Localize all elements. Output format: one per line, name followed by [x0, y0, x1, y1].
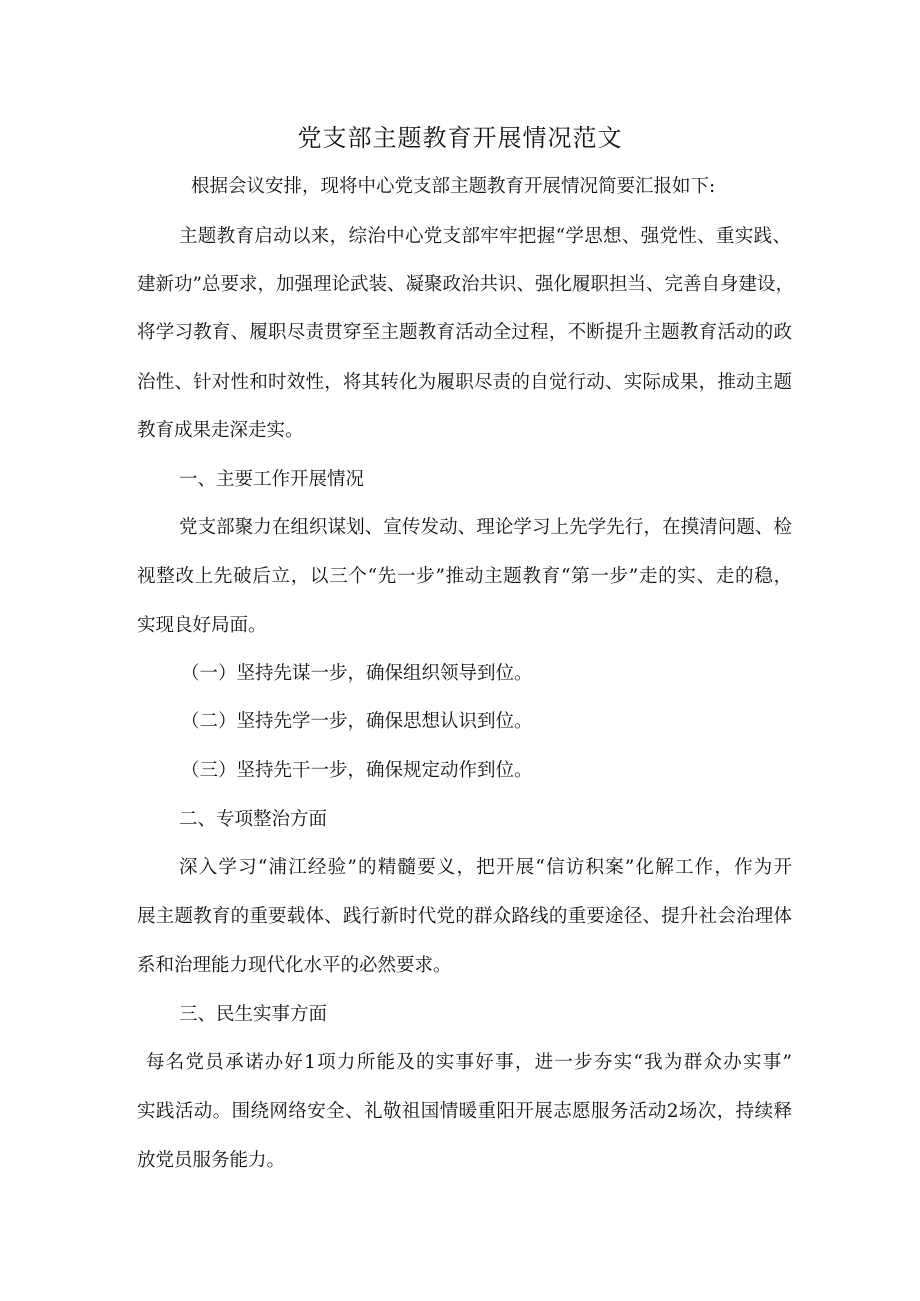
subsection-1: （一）坚持先谋一步，确保组织领导到位。 [181, 663, 533, 684]
para1-line3: 将学习教育、履职尽责贯穿至主题教育活动全过程，不断提升主题教育活动的政 [137, 322, 792, 343]
para4-line2: 实践活动。围绕网络安全、礼敬祖国情暖重阳开展志愿服务活动2场次，持续释 [137, 1101, 792, 1122]
para2-line3: 实现良好局面。 [137, 615, 267, 636]
para1-line1: 主题教育启动以来，综治中心党支部牢牢把握“学思想、强党性、重实践、 [179, 226, 791, 247]
section3-heading: 三、民生实事方面 [179, 1004, 328, 1025]
intro-line: 根据会议安排，现将中心党支部主题教育开展情况简要汇报如下: [191, 176, 716, 197]
para2-line1: 党支部聚力在组织谋划、宣传发动、理论学习上先学先行，在摸清问题、检 [179, 517, 792, 538]
page-title: 党支部主题教育开展情况范文 [297, 124, 623, 152]
para4-line3: 放党员服务能力。 [137, 1150, 286, 1171]
para3-line3: 系和治理能力现代化水平的必然要求。 [137, 955, 452, 976]
para1-line2: 建新功”总要求，加强理论武装、凝聚政治共识、强化履职担当、完善自身建设， [137, 274, 794, 295]
section2-heading: 二、专项整治方面 [179, 809, 328, 830]
para3-line1: 深入学习“浦江经验”的精髓要义，把开展“信访积案”化解工作，作为开 [179, 857, 792, 878]
subsection-2: （二）坚持先学一步，确保思想认识到位。 [181, 711, 533, 732]
para2-line2: 视整改上先破后立，以三个“先一步”推动主题教育“第一步”走的实、走的稳， [137, 566, 792, 587]
section1-heading: 一、主要工作开展情况 [179, 469, 365, 490]
para1-line4: 治性、针对性和时效性，将其转化为履职尽责的自觉行动、实际成果，推动主题 [137, 372, 792, 393]
para4-line1: 每名党员承诺办好1项力所能及的实事好事，进一步夯实“我为群众办实事” [146, 1052, 792, 1073]
subsection-3: （三）坚持先干一步，确保规定动作到位。 [181, 760, 533, 781]
para3-line2: 展主题教育的重要载体、践行新时代党的群众路线的重要途径、提升社会治理体 [137, 906, 792, 927]
para1-line5: 教育成果走深走实。 [137, 420, 304, 441]
